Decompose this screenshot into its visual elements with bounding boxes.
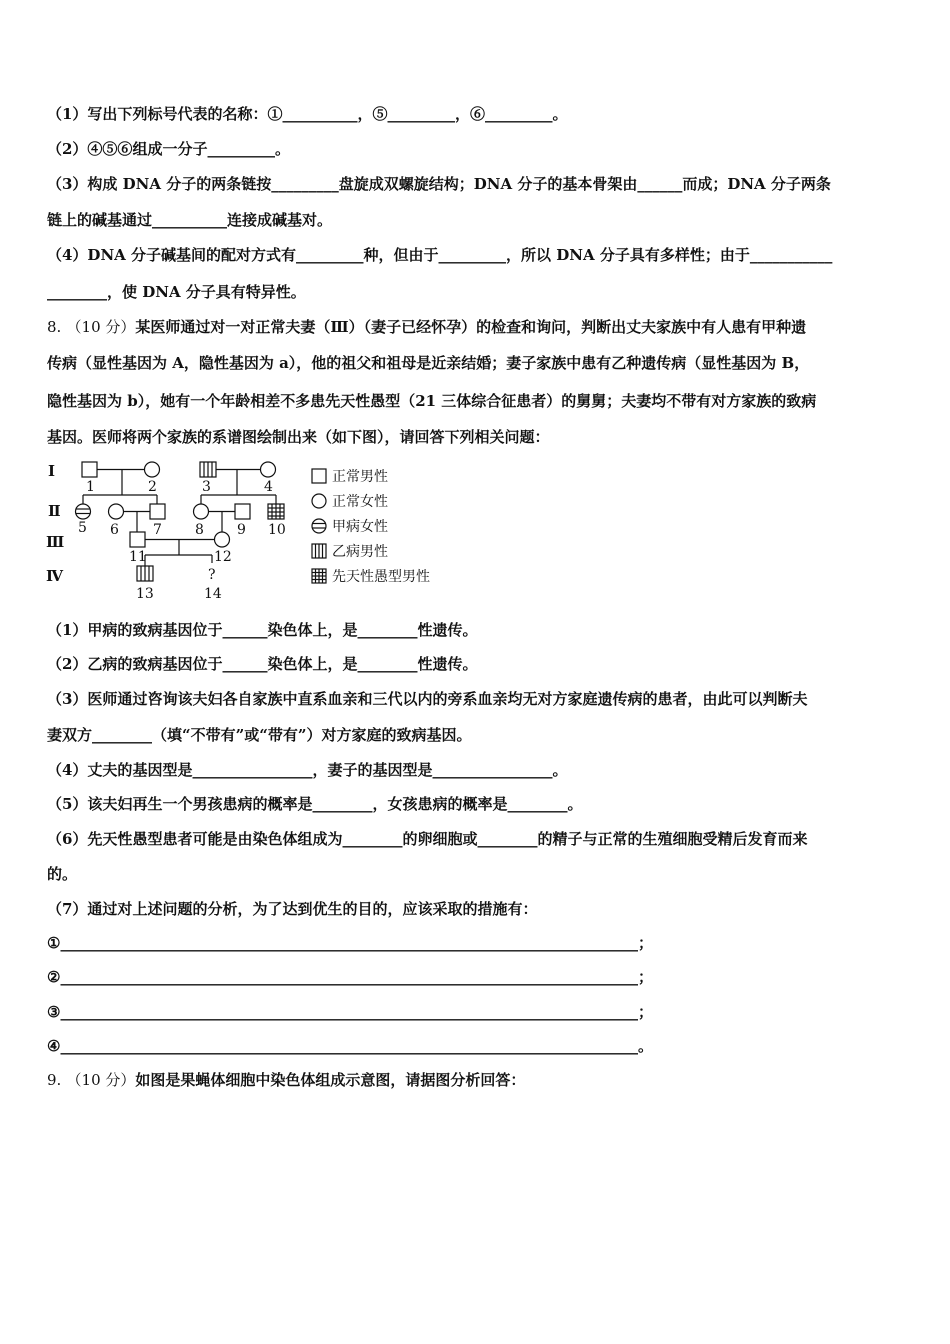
legend-label-normal-male: 正常男性 [332,469,388,485]
node-label-8: 8 [195,522,204,538]
node-label-13: 13 [136,586,154,602]
q8-sub4: （4）丈夫的基因型是________________，妻子的基因型是________________。 [47,761,568,779]
pedigree-node-7 [150,504,165,519]
gen-label-1: Ⅰ [48,462,56,480]
q8-sub1: （1）甲病的致病基因位于______染色体上，是________性遗传。 [47,621,478,639]
q8-sub3-line2: 妻双方________（填“不带有”或“带有”）对方家庭的致病基因。 [47,726,472,744]
q8-stem-line2: 传病（显性基因为 A，隐性基因为 a），他的祖父和祖母是近亲结婚；妻子家族中患有乙种遗传病（显性基因为 B， [47,354,810,372]
q8-stem-line1 [47,316,806,337]
q8-stem-line4: 基因。医师将两个家族的系谱图绘制出来（如下图），请回答下列相关问题： [47,428,550,446]
pedigree-node-1 [82,462,97,477]
legend-normal-female-icon [312,494,326,508]
q9-stem [47,1069,525,1090]
node-label-9: 9 [237,522,246,538]
legend-disease-a-female-icon [312,519,326,533]
legend-label-down-syndrome-male: 先天性愚型男性 [332,569,430,585]
q8-score: （10 分） [66,318,136,336]
node-label-11: 11 [129,549,147,565]
pedigree-node-11 [130,532,145,547]
node-label-4: 4 [264,479,273,495]
pedigree-node-9 [235,504,250,519]
pedigree-node-8 [194,504,209,519]
q7-sub4-line1: （4）DNA 分子碱基间的配对方式有_________种，但由于_________，所以 DNA 分子具有多样性；由于___________ [47,246,833,264]
q7-sub3-line2: 链上的碱基通过__________连接成碱基对。 [47,211,333,229]
q7-sub2: （2）④⑤⑥组成一分子_________。 [47,140,290,158]
q8-answer-line-3: ③_____________________________________________________________________________； [47,1003,653,1021]
q8-answer-line-4: ④_____________________________________________________________________________。 [47,1037,653,1055]
node-label-12: 12 [214,549,232,565]
node-label-5: 5 [78,520,87,536]
q8-sub2: （2）乙病的致病基因位于______染色体上，是________性遗传。 [47,655,478,673]
q9-score: （10 分） [66,1071,136,1089]
gen-label-4: Ⅳ [46,567,64,585]
node-label-14: 14 [204,586,222,602]
node-label-10: 10 [268,522,286,538]
node-unknown-14: ? [208,567,216,583]
q8-sub5: （5）该夫妇再生一个男孩患病的概率是________，女孩患病的概率是________。 [47,795,583,813]
gen-label-2: Ⅱ [48,502,61,520]
legend-label-disease-b-male: 乙病男性 [332,544,388,560]
pedigree-node-2 [145,462,160,477]
q7-sub3-line1: （3）构成 DNA 分子的两条链按_________盘旋成双螺旋结构；DNA 分子的基本骨架由______而成；DNA 分子两条 [47,175,831,193]
q7-sub4-line2: ________，使 DNA 分子具有特异性。 [47,283,306,301]
node-label-7: 7 [153,522,162,538]
pedigree-node-4 [261,462,276,477]
q8-answer-line-1: ①_____________________________________________________________________________； [47,934,653,952]
legend-normal-male-icon [312,469,326,483]
pedigree-node-6 [109,504,124,519]
node-label-1: 1 [86,479,95,495]
legend-label-disease-a-female: 甲病女性 [332,519,388,535]
q8-sub6-line2: 的。 [47,865,78,883]
q8-sub7: （7）通过对上述问题的分析，为了达到优生的目的，应该采取的措施有： [47,900,538,918]
gen-label-3: Ⅲ [46,533,65,551]
q8-stem-line3: 隐性基因为 b），她有一个年龄相差不多患先天性愚型（21 三体综合征患者）的舅舅；夫妻均不带有对方家族的致病 [47,392,817,410]
q9-stem-text: 如图是果蝇体细胞中染色体组成示意图，请据图分析回答： [135,1071,526,1089]
q8-sub6-line1: （6）先天性愚型患者可能是由染色体组成为________的卵细胞或________的精子与正常的生殖细胞受精后发育而来 [47,830,808,848]
q8-number: 8. [47,318,62,336]
node-label-3: 3 [202,479,211,495]
legend-label-normal-female: 正常女性 [332,494,388,510]
q9-number: 9. [47,1071,62,1089]
q8-stem-text1: 某医师通过对一对正常夫妻（Ⅲ）（妻子已经怀孕）的检查和询问，判断出丈夫家族中有人患有甲种遗 [135,318,807,336]
q8-sub3-line1: （3）医师通过咨询该夫妇各自家族中直系血亲和三代以内的旁系血亲均无对方家庭遗传病的患者，由此可以判断夫 [47,690,808,708]
pedigree-chart [40,455,500,605]
pedigree-node-5 [76,504,91,519]
q7-sub1: （1）写出下列标号代表的名称：①__________，⑤_________，⑥_________。 [47,105,568,123]
node-label-2: 2 [148,479,157,495]
q8-answer-line-2: ②_____________________________________________________________________________； [47,968,653,986]
node-label-6: 6 [110,522,119,538]
pedigree-node-12 [215,532,230,547]
